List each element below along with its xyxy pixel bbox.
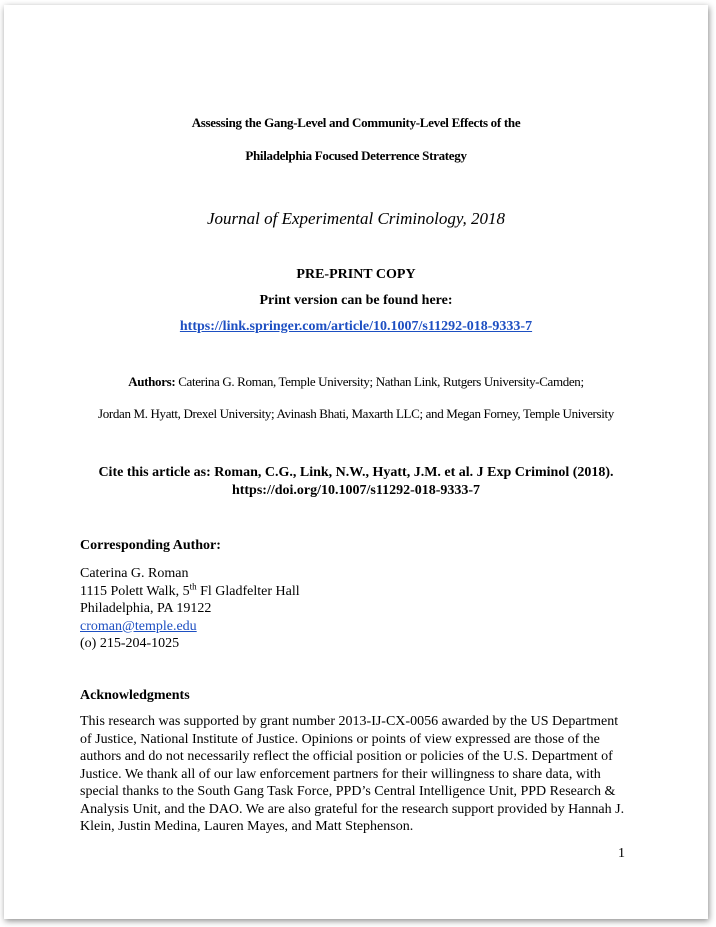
authors-label: Authors: — [128, 374, 176, 389]
preprint-label: PRE-PRINT COPY — [296, 267, 416, 282]
corresponding-author-address — [80, 565, 300, 653]
author-name: Caterina G. Roman — [80, 566, 189, 581]
ack-line: Justice. We thank all of our law enforcement partners for their willingness to share data, with — [80, 766, 601, 782]
document-page — [4, 5, 708, 919]
journal-citation: Journal of Experimental Criminology, 2018 — [207, 209, 505, 228]
title-line-1: Assessing the Gang-Level and Community-Level Effects of the — [191, 115, 521, 130]
ack-line: This research was supported by grant number 2013-IJ-CX-0056 awarded by the US Department — [80, 714, 619, 729]
authors-line-1 — [4, 374, 708, 390]
email-link[interactable]: croman@temple.edu — [80, 618, 197, 634]
ack-line: of Justice, National Institute of Justice. Opinions or points of view expressed are those of the — [80, 731, 600, 747]
ack-line: special thanks to the South Gang Task Force, PPD’s Central Intelligence Unit, PPD Research & — [80, 784, 616, 799]
title-line-2: Philadelphia Focused Deterrence Strategy — [245, 148, 467, 163]
print-version-text: Print version can be found here: — [259, 293, 453, 308]
ack-line: authors and do not necessarily reflect the official position or policies of the U.S. Department of — [80, 749, 613, 764]
corresponding-author-heading: Corresponding Author: — [80, 538, 221, 553]
citation-doi[interactable]: https://doi.org/10.1007/s11292-018-9333-7 — [231, 483, 481, 498]
city-state-zip: Philadelphia, PA 19122 — [80, 601, 212, 616]
ack-line: Klein, Justin Medina, Lauren Mayes, and Matt Stephenson. — [80, 819, 414, 834]
springer-link[interactable]: https://link.springer.com/article/10.1007/s11292-018-9333-7 — [179, 319, 533, 334]
authors-list-1: Caterina G. Roman, Temple University; Nathan Link, Rutgers University-Camden; — [175, 374, 584, 389]
acknowledgments-body — [80, 713, 632, 836]
page-number: 1 — [618, 846, 625, 861]
citation-line-1: Cite this article as: Roman, C.G., Link, N.W., Hyatt, J.M. et al. J Exp Criminol (2018). — [98, 465, 614, 480]
authors-line-2: Jordan M. Hyatt, Drexel University; Avinash Bhati, Maxarth LLC; and Megan Forney, Temple University — [98, 406, 614, 421]
acknowledgments-heading: Acknowledgments — [80, 688, 190, 703]
street-address: 1115 Polett Walk, 5th Fl Gladfelter Hall — [80, 580, 300, 599]
phone-number: (o) 215-204-1025 — [80, 636, 180, 651]
ack-line: Analysis Unit, and the DAO. We are also grateful for the research support provided by Hannah J. — [80, 801, 625, 817]
